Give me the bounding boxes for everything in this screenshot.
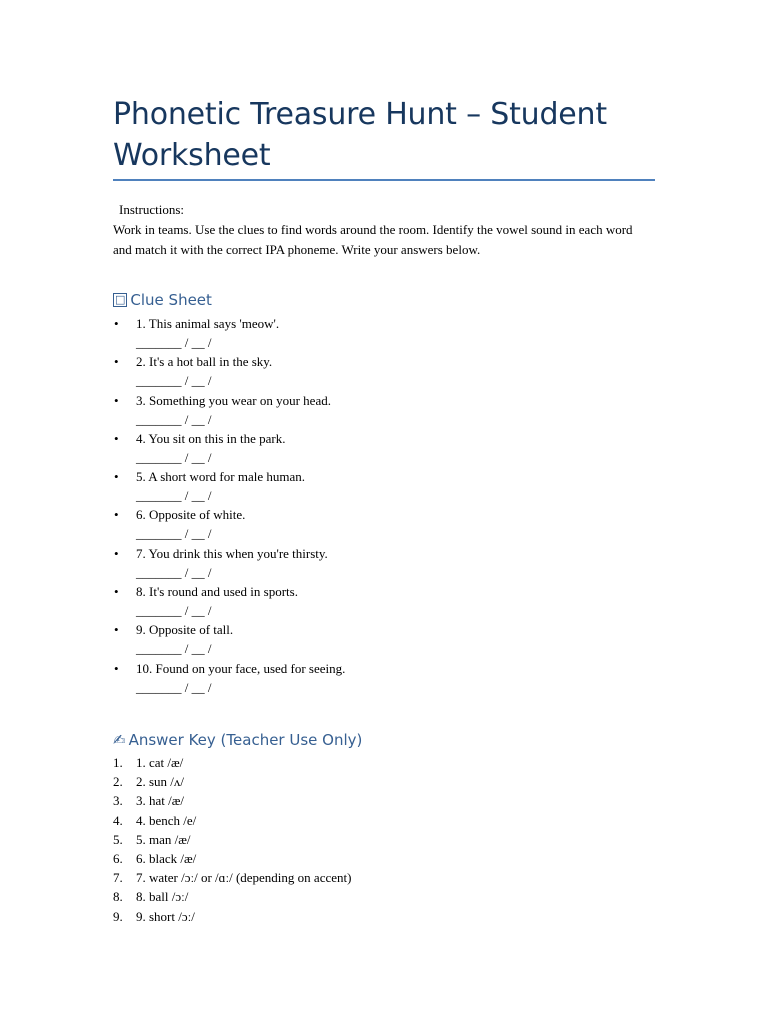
bullet-icon: • [114,469,119,485]
bullet-icon: • [114,584,119,600]
list-number: 5. [113,831,123,847]
bullet-icon: • [114,430,119,446]
answer-blank: _______ / __ / [136,564,212,580]
clue-item [113,505,653,543]
answer-text: 8. ball /ɔː/ [136,889,189,905]
answer-text: 7. water /ɔː/ or /ɑː/ (depending on accent) [136,870,352,886]
clue-item [113,429,653,467]
answer-key-heading-label: Answer Key (Teacher Use Only) [128,731,363,749]
clue-item [113,467,653,505]
list-number: 3. [113,793,123,809]
placeholder-box-icon: □ [115,293,126,306]
bullet-icon: • [114,392,119,408]
list-number: 4. [113,812,123,828]
clue-list [113,314,653,697]
answer-key-item [113,772,653,791]
list-number: 8. [113,889,123,905]
answer-key-list [113,753,653,926]
clue-text: 7. You drink this when you're thirsty. [136,545,328,561]
answer-blank: _______ / __ / [136,449,212,465]
answer-key-item [113,830,653,849]
answer-key-item [113,811,653,830]
bullet-icon: • [114,545,119,561]
answer-key-item [113,791,653,810]
clue-text: 5. A short word for male human. [136,469,305,485]
clue-text: 9. Opposite of tall. [136,622,234,638]
clue-text: 6. Opposite of white. [136,507,246,523]
answer-text: 9. short /ɔː/ [136,908,195,924]
clue-text: 3. Something you wear on your head. [136,392,331,408]
list-number: 1. [113,755,123,770]
clue-item [113,620,653,658]
answer-text: 6. black /æ/ [136,850,197,866]
list-number: 6. [113,850,123,866]
bullet-icon: • [114,354,119,370]
clue-sheet-heading-label: Clue Sheet [130,291,212,309]
page-title: Phonetic Treasure Hunt – Student Worksheet [113,97,607,173]
clue-text: 4. You sit on this in the park. [136,430,286,446]
answer-text: 1. cat /æ/ [136,755,184,770]
answer-blank: _______ / __ / [136,603,212,619]
answer-key-item [113,753,653,772]
answer-blank: _______ / __ / [136,335,212,350]
clue-item [113,314,653,352]
answer-key-item [113,868,653,887]
answer-key-item [113,887,653,906]
list-number: 2. [113,774,123,790]
bullet-icon: • [114,507,119,523]
answer-blank: _______ / __ / [136,488,212,504]
list-number: 7. [113,870,123,886]
writing-hand-icon: ✍ [113,731,126,749]
bullet-icon: • [114,660,119,676]
answer-key-heading [113,731,362,749]
answer-blank: _______ / __ / [136,411,212,427]
clue-item [113,544,653,582]
clue-item [113,352,653,390]
clue-item [113,391,653,429]
title-divider [113,179,655,181]
answer-blank: _______ / __ / [136,641,212,657]
clue-item [113,582,653,620]
answer-blank: _______ / __ / [136,373,212,389]
clue-text: 10. Found on your face, used for seeing. [136,660,346,676]
answer-blank: _______ / __ / [136,526,212,542]
clue-sheet-heading [113,291,212,309]
instructions-label: Instructions: [119,202,184,217]
clue-text: 1. This animal says 'meow'. [136,316,280,331]
answer-text: 3. hat /æ/ [136,793,185,809]
answer-text: 5. man /æ/ [136,831,191,847]
answer-text: 2. sun /ʌ/ [136,774,185,790]
clue-text: 8. It's round and used in sports. [136,584,298,600]
bullet-icon: • [114,622,119,638]
answer-key-item [113,849,653,868]
answer-text: 4. bench /e/ [136,812,197,828]
clue-item [113,659,653,697]
list-number: 9. [113,908,123,924]
answer-key-item [113,907,653,926]
bullet-icon: • [114,316,119,331]
clue-text: 2. It's a hot ball in the sky. [136,354,273,370]
answer-blank: _______ / __ / [136,679,212,695]
instructions-text: Work in teams. Use the clues to find words around the room. Identify the vowel sound in each word and match it with the correct IPA phoneme. Write your answers below. [113,222,633,257]
